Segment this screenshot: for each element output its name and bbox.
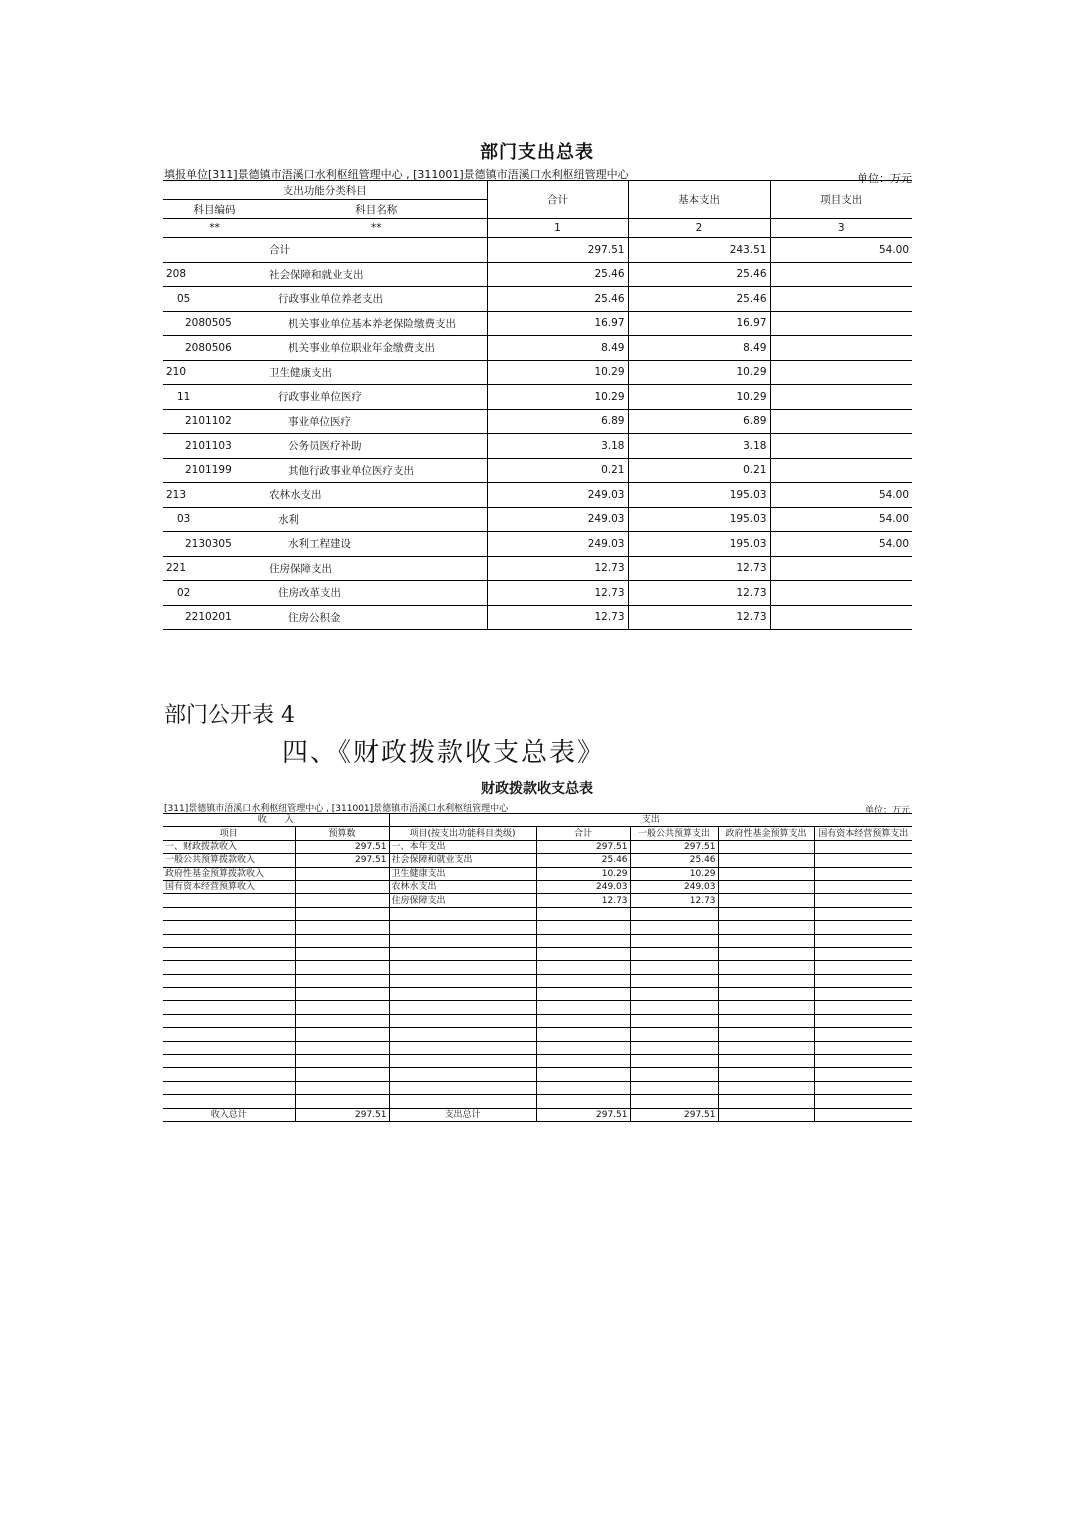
row-total: 12.73	[487, 556, 628, 581]
row-basic: 12.73	[628, 581, 770, 606]
row-basic: 8.49	[628, 336, 770, 361]
row-code: 2080505	[163, 311, 266, 336]
table1-subtitle: 填报单位[311]景德镇市浯溪口水利枢纽管理中心 , [311001]景德镇市浯溪口水利枢纽管理中心	[164, 168, 629, 181]
row-name: 住房公积金	[266, 605, 487, 630]
row-name: 农林水支出	[266, 483, 487, 508]
empty-cell	[814, 988, 912, 1001]
row-name: 机关事业单位基本养老保险缴费支出	[266, 311, 487, 336]
ex-general: 10.29	[630, 867, 718, 880]
row-name: 行政事业单位医疗	[266, 385, 487, 410]
empty-cell	[536, 1001, 630, 1014]
row-project: 54.00	[770, 238, 912, 263]
empty-cell	[163, 1068, 295, 1081]
ex-item: 住房保障支出	[389, 894, 536, 907]
row-total: 249.03	[487, 483, 628, 508]
in-item	[163, 894, 295, 907]
header-basic: 基本支出	[628, 181, 770, 219]
empty-cell	[389, 921, 536, 934]
row-total: 16.97	[487, 311, 628, 336]
section-title: 四、《财政拨款收支总表》	[282, 738, 606, 768]
empty-cell	[295, 1068, 389, 1081]
in-item: 政府性基金预算拨款收入	[163, 867, 295, 880]
row-basic: 25.46	[628, 262, 770, 287]
row-project	[770, 262, 912, 287]
empty-row	[163, 947, 912, 960]
empty-cell	[630, 1041, 718, 1054]
empty-cell	[389, 1095, 536, 1108]
row-name: 社会保障和就业支出	[266, 262, 487, 287]
ex-gov-fund	[718, 880, 814, 893]
table-row	[163, 483, 912, 508]
in-budget	[295, 880, 389, 893]
empty-cell	[536, 1028, 630, 1041]
ex-state-capital	[814, 840, 912, 853]
table-row	[163, 287, 912, 312]
row-project	[770, 385, 912, 410]
ex-item: 一、本年支出	[389, 840, 536, 853]
idx-3: 3	[770, 219, 912, 238]
table1-title: 部门支出总表	[480, 142, 594, 163]
ex-state-capital	[814, 867, 912, 880]
table-row	[163, 409, 912, 434]
row-code: 11	[163, 385, 266, 410]
row-project: 54.00	[770, 532, 912, 557]
empty-cell	[814, 934, 912, 947]
row-name: 公务员医疗补助	[266, 434, 487, 459]
empty-cell	[295, 907, 389, 920]
empty-cell	[389, 974, 536, 987]
row-total: 10.29	[487, 385, 628, 410]
total-expense-label: 支出总计	[389, 1108, 536, 1121]
row-project	[770, 360, 912, 385]
empty-cell	[163, 907, 295, 920]
row-name: 住房保障支出	[266, 556, 487, 581]
idx-code: **	[163, 219, 266, 238]
table2-subtitle: [311]景德镇市浯溪口水利枢纽管理中心 , [311001]景德镇市浯溪口水利枢纽管理中心	[164, 804, 509, 814]
row-code: 2101103	[163, 434, 266, 459]
row-total: 10.29	[487, 360, 628, 385]
empty-cell	[630, 988, 718, 1001]
row-project	[770, 581, 912, 606]
row-name: 合计	[266, 238, 487, 263]
row-project	[770, 311, 912, 336]
empty-cell	[163, 974, 295, 987]
total-expense-total: 297.51	[536, 1108, 630, 1121]
col-exp-item: 项目(按支出功能科目类级)	[389, 827, 536, 840]
table-row	[163, 880, 912, 893]
empty-row	[163, 1095, 912, 1108]
empty-cell	[295, 1028, 389, 1041]
ex-total: 12.73	[536, 894, 630, 907]
idx-name: **	[266, 219, 487, 238]
empty-row	[163, 1055, 912, 1068]
row-name: 住房改革支出	[266, 581, 487, 606]
empty-cell	[630, 947, 718, 960]
table-row	[163, 867, 912, 880]
empty-cell	[536, 934, 630, 947]
empty-cell	[814, 1041, 912, 1054]
row-total: 8.49	[487, 336, 628, 361]
ex-state-capital	[814, 894, 912, 907]
row-code: 2101199	[163, 458, 266, 483]
row-code	[163, 238, 266, 263]
table-row	[163, 336, 912, 361]
empty-cell	[163, 961, 295, 974]
empty-cell	[536, 988, 630, 1001]
total-expense-general: 297.51	[630, 1108, 718, 1121]
empty-cell	[389, 988, 536, 1001]
empty-cell	[814, 1095, 912, 1108]
empty-cell	[295, 1081, 389, 1094]
empty-row	[163, 974, 912, 987]
empty-row	[163, 1041, 912, 1054]
total-income-label: 收入总计	[163, 1108, 295, 1121]
empty-cell	[718, 961, 814, 974]
col-budget: 预算数	[295, 827, 389, 840]
empty-cell	[814, 1014, 912, 1027]
empty-cell	[163, 1041, 295, 1054]
in-item: 一、财政拨款收入	[163, 840, 295, 853]
empty-cell	[295, 1014, 389, 1027]
empty-cell	[389, 907, 536, 920]
table-row	[163, 894, 912, 907]
in-item: 一般公共预算拨款收入	[163, 854, 295, 867]
empty-row	[163, 1028, 912, 1041]
empty-cell	[389, 1028, 536, 1041]
row-project: 54.00	[770, 507, 912, 532]
empty-cell	[536, 1041, 630, 1054]
table-row	[163, 385, 912, 410]
row-project: 54.00	[770, 483, 912, 508]
empty-cell	[814, 974, 912, 987]
empty-cell	[814, 907, 912, 920]
row-basic: 12.73	[628, 556, 770, 581]
empty-cell	[718, 947, 814, 960]
table-row	[163, 458, 912, 483]
row-basic: 3.18	[628, 434, 770, 459]
empty-cell	[718, 988, 814, 1001]
empty-cell	[389, 1014, 536, 1027]
table-row	[163, 854, 912, 867]
idx-1: 1	[487, 219, 628, 238]
row-project	[770, 605, 912, 630]
row-basic: 16.97	[628, 311, 770, 336]
row-basic: 25.46	[628, 287, 770, 312]
empty-cell	[718, 1081, 814, 1094]
table-row	[163, 262, 912, 287]
section-label: 部门公开表 4	[164, 703, 295, 728]
empty-cell	[295, 988, 389, 1001]
row-basic: 6.89	[628, 409, 770, 434]
empty-cell	[295, 1095, 389, 1108]
ex-item: 农林水支出	[389, 880, 536, 893]
empty-cell	[389, 1001, 536, 1014]
empty-cell	[718, 1041, 814, 1054]
row-code: 2101102	[163, 409, 266, 434]
empty-cell	[163, 1028, 295, 1041]
row-name: 事业单位医疗	[266, 409, 487, 434]
empty-cell	[163, 934, 295, 947]
empty-row	[163, 907, 912, 920]
empty-cell	[163, 988, 295, 1001]
empty-row	[163, 1014, 912, 1027]
row-code: 2210201	[163, 605, 266, 630]
empty-cell	[814, 1068, 912, 1081]
header-code: 科目编码	[163, 200, 266, 219]
empty-cell	[389, 934, 536, 947]
empty-cell	[718, 934, 814, 947]
table-row	[163, 360, 912, 385]
row-basic: 10.29	[628, 360, 770, 385]
row-basic: 243.51	[628, 238, 770, 263]
row-total: 25.46	[487, 262, 628, 287]
col-state-capital: 国有资本经营预算支出	[814, 827, 912, 840]
table1-body	[163, 238, 912, 630]
empty-cell	[718, 974, 814, 987]
row-code: 210	[163, 360, 266, 385]
header-project: 项目支出	[770, 181, 912, 219]
empty-cell	[295, 974, 389, 987]
table1-unit: 单位：万元	[857, 172, 912, 185]
ex-total: 249.03	[536, 880, 630, 893]
empty-cell	[163, 1001, 295, 1014]
empty-cell	[536, 1081, 630, 1094]
empty-cell	[163, 1095, 295, 1108]
empty-cell	[630, 1095, 718, 1108]
empty-cell	[536, 1068, 630, 1081]
empty-cell	[630, 934, 718, 947]
row-total: 12.73	[487, 581, 628, 606]
header-function-category: 支出功能分类科目	[163, 181, 487, 200]
empty-cell	[630, 961, 718, 974]
row-total: 0.21	[487, 458, 628, 483]
empty-cell	[536, 974, 630, 987]
table-row	[163, 556, 912, 581]
in-budget	[295, 894, 389, 907]
row-name: 行政事业单位养老支出	[266, 287, 487, 312]
empty-cell	[630, 974, 718, 987]
empty-cell	[630, 921, 718, 934]
empty-cell	[814, 961, 912, 974]
ex-total: 297.51	[536, 840, 630, 853]
ex-gov-fund	[718, 894, 814, 907]
table-row	[163, 238, 912, 263]
ex-general: 12.73	[630, 894, 718, 907]
in-budget: 297.51	[295, 854, 389, 867]
empty-cell	[536, 907, 630, 920]
empty-row	[163, 921, 912, 934]
empty-cell	[163, 947, 295, 960]
table2-unit: 单位：万元	[864, 806, 910, 816]
table2-title: 财政拨款收支总表	[481, 781, 593, 797]
empty-cell	[718, 1028, 814, 1041]
empty-cell	[163, 1055, 295, 1068]
table-row	[163, 840, 912, 853]
empty-cell	[630, 1014, 718, 1027]
empty-cell	[630, 1001, 718, 1014]
expenditure-summary-table	[163, 180, 912, 630]
empty-row	[163, 1081, 912, 1094]
row-project	[770, 434, 912, 459]
row-project	[770, 409, 912, 434]
empty-cell	[295, 1055, 389, 1068]
row-total: 6.89	[487, 409, 628, 434]
empty-cell	[295, 961, 389, 974]
row-basic: 0.21	[628, 458, 770, 483]
empty-cell	[630, 1028, 718, 1041]
empty-cell	[536, 947, 630, 960]
total-gov-fund	[718, 1108, 814, 1121]
empty-cell	[389, 1081, 536, 1094]
empty-cell	[295, 1041, 389, 1054]
row-project	[770, 336, 912, 361]
idx-2: 2	[628, 219, 770, 238]
col-gov-fund: 政府性基金预算支出	[718, 827, 814, 840]
expense-header: 支出	[389, 814, 912, 827]
row-basic: 12.73	[628, 605, 770, 630]
ex-gov-fund	[718, 840, 814, 853]
row-name: 机关事业单位职业年金缴费支出	[266, 336, 487, 361]
row-name: 其他行政事业单位医疗支出	[266, 458, 487, 483]
in-item: 国有资本经营预算收入	[163, 880, 295, 893]
empty-cell	[295, 921, 389, 934]
row-total: 25.46	[487, 287, 628, 312]
table2-body	[163, 840, 912, 1108]
table-row	[163, 311, 912, 336]
col-total: 合计	[536, 827, 630, 840]
empty-row	[163, 961, 912, 974]
row-total: 3.18	[487, 434, 628, 459]
row-project	[770, 458, 912, 483]
empty-cell	[630, 1068, 718, 1081]
empty-row	[163, 988, 912, 1001]
table-row	[163, 507, 912, 532]
empty-cell	[389, 947, 536, 960]
row-code: 05	[163, 287, 266, 312]
empty-cell	[718, 1014, 814, 1027]
empty-cell	[163, 1081, 295, 1094]
row-code: 213	[163, 483, 266, 508]
row-total: 249.03	[487, 532, 628, 557]
total-state-capital	[814, 1108, 912, 1121]
ex-item: 卫生健康支出	[389, 867, 536, 880]
fiscal-appropriation-table	[163, 813, 912, 1122]
row-project	[770, 287, 912, 312]
row-basic: 195.03	[628, 483, 770, 508]
empty-cell	[630, 1055, 718, 1068]
row-code: 221	[163, 556, 266, 581]
empty-cell	[718, 1055, 814, 1068]
ex-state-capital	[814, 880, 912, 893]
in-budget: 297.51	[295, 840, 389, 853]
income-header: 收 入	[163, 814, 389, 827]
row-code: 2080506	[163, 336, 266, 361]
empty-cell	[536, 961, 630, 974]
empty-cell	[536, 1095, 630, 1108]
empty-cell	[163, 1014, 295, 1027]
empty-cell	[814, 1001, 912, 1014]
empty-cell	[630, 907, 718, 920]
row-basic: 195.03	[628, 507, 770, 532]
header-total: 合计	[487, 181, 628, 219]
ex-state-capital	[814, 854, 912, 867]
header-name: 科目名称	[266, 200, 487, 219]
ex-gov-fund	[718, 867, 814, 880]
empty-cell	[630, 1081, 718, 1094]
empty-cell	[536, 1055, 630, 1068]
ex-general: 249.03	[630, 880, 718, 893]
empty-cell	[163, 921, 295, 934]
empty-cell	[718, 907, 814, 920]
empty-cell	[814, 947, 912, 960]
col-item: 项目	[163, 827, 295, 840]
empty-cell	[814, 1028, 912, 1041]
empty-cell	[718, 1095, 814, 1108]
row-total: 249.03	[487, 507, 628, 532]
ex-gov-fund	[718, 854, 814, 867]
col-general: 一般公共预算支出	[630, 827, 718, 840]
total-income-value: 297.51	[295, 1108, 389, 1121]
empty-row	[163, 934, 912, 947]
empty-row	[163, 1068, 912, 1081]
row-name: 水利工程建设	[266, 532, 487, 557]
ex-total: 25.46	[536, 854, 630, 867]
row-basic: 10.29	[628, 385, 770, 410]
row-total: 297.51	[487, 238, 628, 263]
row-total: 12.73	[487, 605, 628, 630]
empty-row	[163, 1001, 912, 1014]
empty-cell	[389, 1055, 536, 1068]
empty-cell	[295, 947, 389, 960]
table-row	[163, 581, 912, 606]
empty-cell	[295, 934, 389, 947]
ex-item: 社会保障和就业支出	[389, 854, 536, 867]
row-name: 水利	[266, 507, 487, 532]
empty-cell	[718, 1001, 814, 1014]
row-code: 208	[163, 262, 266, 287]
table-row	[163, 532, 912, 557]
empty-cell	[814, 1081, 912, 1094]
row-code: 03	[163, 507, 266, 532]
in-budget	[295, 867, 389, 880]
row-name: 卫生健康支出	[266, 360, 487, 385]
empty-cell	[389, 961, 536, 974]
empty-cell	[718, 1068, 814, 1081]
ex-total: 10.29	[536, 867, 630, 880]
table2-total-row	[163, 1108, 912, 1121]
row-project	[770, 556, 912, 581]
empty-cell	[814, 921, 912, 934]
row-code: 2130305	[163, 532, 266, 557]
empty-cell	[814, 1055, 912, 1068]
ex-general: 297.51	[630, 840, 718, 853]
row-code: 02	[163, 581, 266, 606]
table-row	[163, 434, 912, 459]
ex-general: 25.46	[630, 854, 718, 867]
empty-cell	[718, 921, 814, 934]
empty-cell	[536, 921, 630, 934]
empty-cell	[389, 1068, 536, 1081]
empty-cell	[295, 1001, 389, 1014]
empty-cell	[536, 1014, 630, 1027]
table-row	[163, 605, 912, 630]
row-basic: 195.03	[628, 532, 770, 557]
empty-cell	[389, 1041, 536, 1054]
